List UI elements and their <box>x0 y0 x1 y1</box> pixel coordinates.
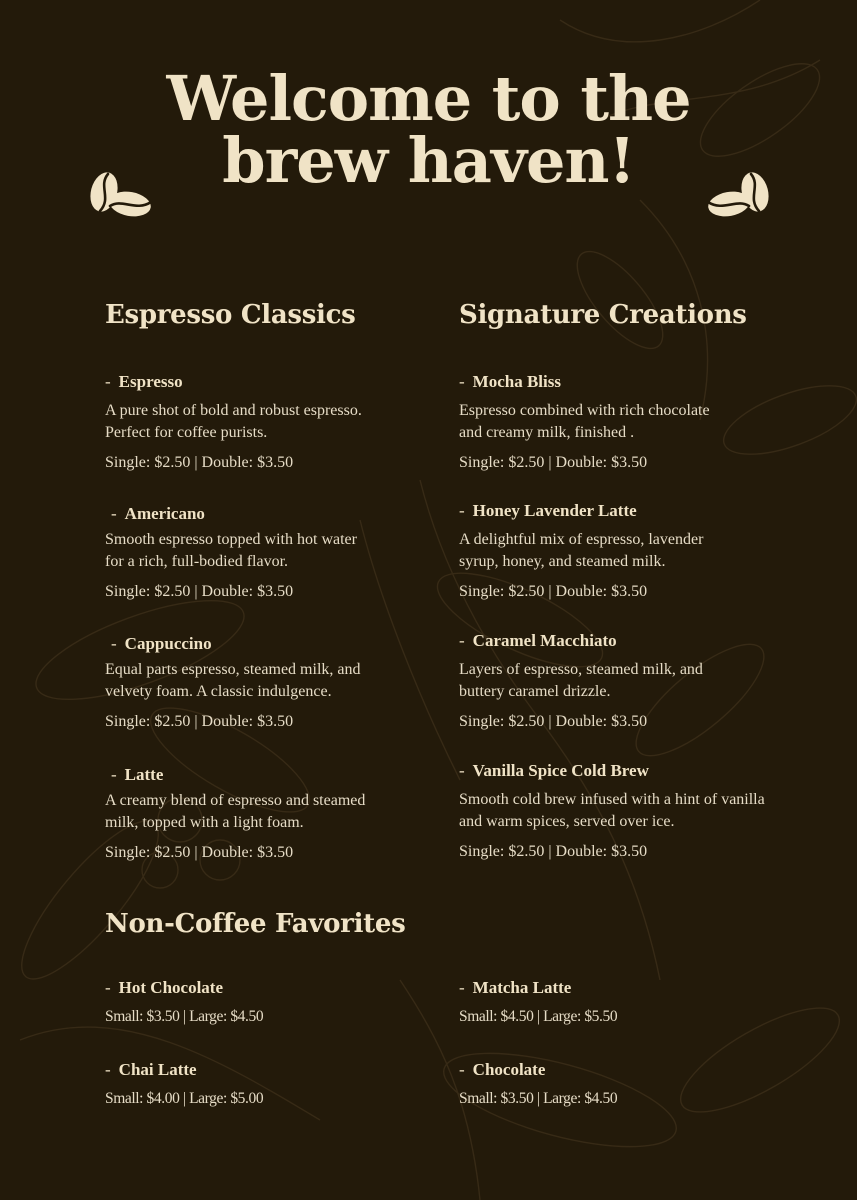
item-description-line: Equal parts espresso, steamed milk, and <box>105 661 361 678</box>
item-name-text: Honey Lavender Latte <box>472 501 637 520</box>
item-name <box>459 501 829 521</box>
item-description-line: and warm spices, served over ice. <box>459 813 675 830</box>
item-description-line: Perfect for coffee purists. <box>105 424 268 441</box>
menu-item-latte <box>105 765 441 863</box>
dash: - <box>459 978 465 997</box>
menu-item-hot-chocolate <box>105 978 435 1027</box>
item-price: Single: $2.50 | Double: $3.50 <box>105 583 294 600</box>
item-name <box>105 978 435 998</box>
item-name <box>111 634 441 654</box>
dash: - <box>111 504 117 523</box>
title-line-1: Welcome to the <box>166 62 691 135</box>
dash: - <box>105 978 111 997</box>
item-name-text: Mocha Bliss <box>472 372 561 391</box>
item-description-line: A creamy blend of espresso and steamed <box>105 792 366 809</box>
item-description <box>105 659 441 703</box>
title-line-2: brew haven! <box>222 124 635 197</box>
section-title-non-coffee-favorites: Non-Coffee Favorites <box>105 909 406 939</box>
item-name-text: Hot Chocolate <box>118 978 224 997</box>
item-name-text: Latte <box>124 765 164 784</box>
item-name <box>111 765 441 785</box>
menu-item-chai-latte <box>105 1060 435 1109</box>
item-name-text: Espresso <box>118 372 183 391</box>
item-description-line: Smooth espresso topped with hot water <box>105 531 357 548</box>
menu-item-cappuccino <box>105 634 441 732</box>
item-name-text: Caramel Macchiato <box>472 631 617 650</box>
item-name <box>111 504 441 524</box>
item-description-line: Layers of espresso, steamed milk, and <box>459 661 703 678</box>
section-title-signature-creations: Signature Creations <box>459 300 747 330</box>
menu-item-espresso <box>105 372 435 473</box>
dash: - <box>459 631 465 650</box>
section-title-espresso-classics: Espresso Classics <box>105 300 356 330</box>
item-price: Single: $2.50 | Double: $3.50 <box>459 713 648 730</box>
item-name <box>459 761 829 781</box>
item-price: Small: $4.50 | Large: $5.50 <box>459 1008 618 1025</box>
item-description <box>459 529 829 573</box>
item-description-line: syrup, honey, and steamed milk. <box>459 553 666 570</box>
dash: - <box>459 372 465 391</box>
dash: - <box>459 1060 465 1079</box>
item-price: Single: $2.50 | Double: $3.50 <box>105 454 294 471</box>
item-name <box>105 372 435 392</box>
menu-item-matcha-latte <box>459 978 789 1027</box>
dash: - <box>105 372 111 391</box>
item-description-line: milk, topped with a light foam. <box>105 814 304 831</box>
item-name <box>105 1060 435 1080</box>
item-name-text: Chocolate <box>472 1060 546 1079</box>
item-name <box>459 978 789 998</box>
dash: - <box>111 765 117 784</box>
item-description-line: A delightful mix of espresso, lavender <box>459 531 704 548</box>
dash: - <box>105 1060 111 1079</box>
item-name-text: Vanilla Spice Cold Brew <box>472 761 649 780</box>
coffee-beans-icon <box>703 166 773 222</box>
item-price: Single: $2.50 | Double: $3.50 <box>459 454 648 471</box>
item-description <box>105 790 441 834</box>
item-price: Single: $2.50 | Double: $3.50 <box>459 583 648 600</box>
menu-item-caramel-macchiato <box>459 631 829 732</box>
item-name <box>459 372 829 392</box>
item-description-line: for a rich, full-bodied flavor. <box>105 553 289 570</box>
dash: - <box>111 634 117 653</box>
dash: - <box>459 761 465 780</box>
item-description <box>105 529 441 573</box>
menu-item-mocha-bliss <box>459 372 829 473</box>
item-description-line: Smooth cold brew infused with a hint of vanilla <box>459 791 765 808</box>
item-name <box>459 1060 789 1080</box>
item-description-line: buttery caramel drizzle. <box>459 683 611 700</box>
item-description <box>459 400 829 444</box>
menu-item-honey-lavender-latte <box>459 501 829 602</box>
item-description-line: A pure shot of bold and robust espresso. <box>105 402 362 419</box>
menu-item-americano <box>105 504 441 602</box>
item-description <box>105 400 435 444</box>
item-price: Single: $2.50 | Double: $3.50 <box>459 843 648 860</box>
dash: - <box>459 501 465 520</box>
item-description-line: and creamy milk, finished . <box>459 424 635 441</box>
menu-item-chocolate <box>459 1060 789 1109</box>
item-price: Single: $2.50 | Double: $3.50 <box>105 844 294 861</box>
item-name-text: Americano <box>124 504 205 523</box>
menu-item-vanilla-spice-cold-brew <box>459 761 829 862</box>
item-name-text: Cappuccino <box>124 634 212 653</box>
item-price: Small: $3.50 | Large: $4.50 <box>459 1090 618 1107</box>
item-name-text: Chai Latte <box>118 1060 197 1079</box>
item-description <box>459 659 829 703</box>
item-name <box>459 631 829 651</box>
item-name-text: Matcha Latte <box>472 978 572 997</box>
item-price: Small: $4.00 | Large: $5.00 <box>105 1090 264 1107</box>
item-description <box>459 789 829 833</box>
item-price: Single: $2.50 | Double: $3.50 <box>105 713 294 730</box>
item-description-line: velvety foam. A classic indulgence. <box>105 683 332 700</box>
coffee-beans-icon <box>86 166 156 222</box>
item-price: Small: $3.50 | Large: $4.50 <box>105 1008 264 1025</box>
item-description-line: Espresso combined with rich chocolate <box>459 402 710 419</box>
